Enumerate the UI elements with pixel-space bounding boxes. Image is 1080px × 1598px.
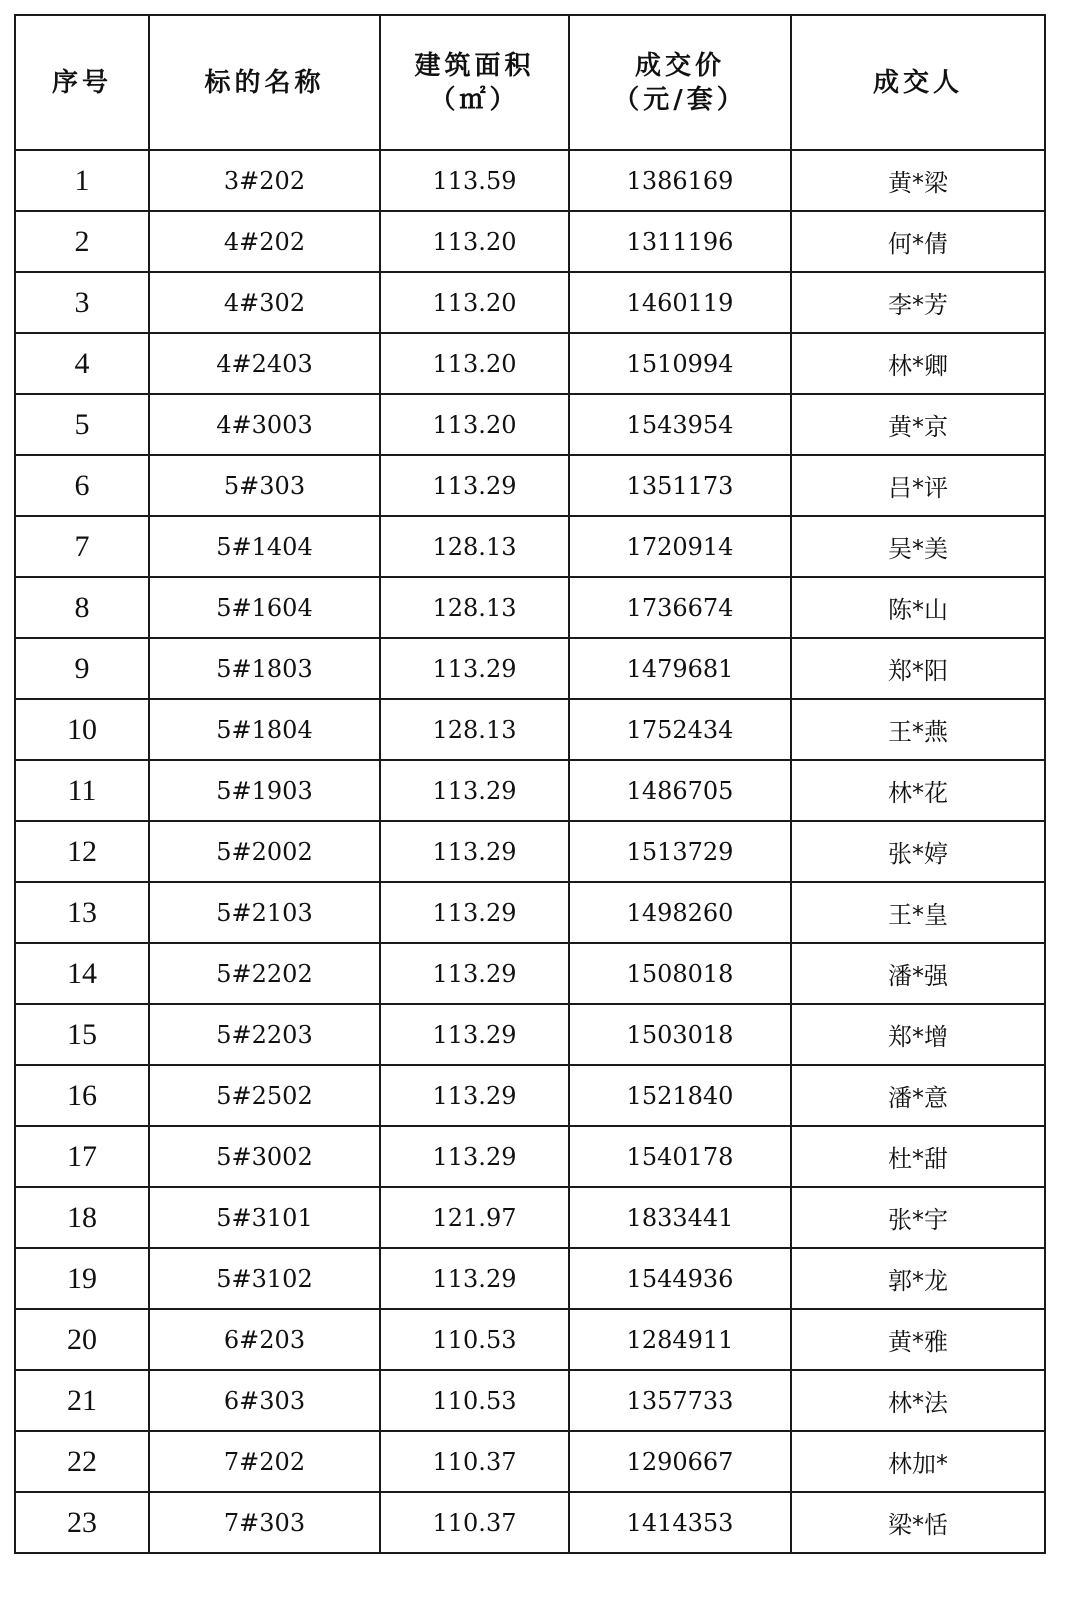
cell-buyer: 梁*恬 (791, 1492, 1045, 1553)
table-row (15, 638, 1045, 699)
cell-buyer: 黄*梁 (791, 150, 1045, 211)
sales-table (14, 14, 1046, 1554)
cell-buyer: 林加* (791, 1431, 1045, 1492)
cell-seq: 11 (15, 760, 149, 821)
cell-price: 1498260 (569, 882, 791, 943)
cell-area: 128.13 (380, 577, 569, 638)
cell-seq: 22 (15, 1431, 149, 1492)
cell-price: 1290667 (569, 1431, 791, 1492)
table-row (15, 577, 1045, 638)
cell-area: 113.29 (380, 455, 569, 516)
cell-seq: 7 (15, 516, 149, 577)
cell-seq: 2 (15, 211, 149, 272)
cell-price: 1752434 (569, 699, 791, 760)
cell-seq: 5 (15, 394, 149, 455)
table-row (15, 1065, 1045, 1126)
cell-name: 5#303 (149, 455, 380, 516)
cell-name: 5#2103 (149, 882, 380, 943)
cell-buyer: 郑*增 (791, 1004, 1045, 1065)
cell-price: 1284911 (569, 1309, 791, 1370)
header-seq: 序号 (15, 15, 149, 150)
cell-name: 7#202 (149, 1431, 380, 1492)
header-price (569, 15, 791, 150)
cell-price: 1357733 (569, 1370, 791, 1431)
header-area-title: 建筑面积 (414, 50, 535, 81)
cell-seq: 15 (15, 1004, 149, 1065)
cell-buyer: 何*倩 (791, 211, 1045, 272)
cell-price: 1486705 (569, 760, 791, 821)
cell-name: 6#303 (149, 1370, 380, 1431)
header-buyer: 成交人 (791, 15, 1045, 150)
cell-area: 113.29 (380, 1065, 569, 1126)
cell-name: 5#3101 (149, 1187, 380, 1248)
cell-price: 1521840 (569, 1065, 791, 1126)
cell-area: 128.13 (380, 516, 569, 577)
cell-seq: 19 (15, 1248, 149, 1309)
cell-buyer: 潘*强 (791, 943, 1045, 1004)
cell-price: 1736674 (569, 577, 791, 638)
cell-buyer: 黄*雅 (791, 1309, 1045, 1370)
cell-area: 110.37 (380, 1492, 569, 1553)
cell-price: 1460119 (569, 272, 791, 333)
cell-area: 113.20 (380, 211, 569, 272)
cell-area: 128.13 (380, 699, 569, 760)
cell-seq: 6 (15, 455, 149, 516)
cell-price: 1540178 (569, 1126, 791, 1187)
cell-area: 113.59 (380, 150, 569, 211)
table-row (15, 150, 1045, 211)
cell-area: 113.29 (380, 1248, 569, 1309)
cell-seq: 1 (15, 150, 149, 211)
cell-name: 5#1803 (149, 638, 380, 699)
cell-price: 1544936 (569, 1248, 791, 1309)
cell-price: 1479681 (569, 638, 791, 699)
table-row (15, 394, 1045, 455)
cell-area: 113.20 (380, 272, 569, 333)
table-row (15, 516, 1045, 577)
cell-seq: 23 (15, 1492, 149, 1553)
table-row (15, 821, 1045, 882)
table-row (15, 699, 1045, 760)
cell-buyer: 郑*阳 (791, 638, 1045, 699)
table-row (15, 1309, 1045, 1370)
cell-name: 5#1404 (149, 516, 380, 577)
cell-seq: 12 (15, 821, 149, 882)
cell-price: 1414353 (569, 1492, 791, 1553)
cell-area: 113.29 (380, 1126, 569, 1187)
table-row (15, 882, 1045, 943)
cell-seq: 13 (15, 882, 149, 943)
header-area (380, 15, 569, 150)
table-row (15, 211, 1045, 272)
header-price-unit: （元/套） (613, 84, 747, 115)
cell-area: 121.97 (380, 1187, 569, 1248)
cell-area: 113.29 (380, 943, 569, 1004)
header-name: 标的名称 (149, 15, 380, 150)
cell-area: 110.37 (380, 1431, 569, 1492)
cell-area: 113.29 (380, 760, 569, 821)
table-row (15, 1004, 1045, 1065)
cell-name: 5#2202 (149, 943, 380, 1004)
table-row (15, 1248, 1045, 1309)
cell-name: 5#1604 (149, 577, 380, 638)
cell-seq: 21 (15, 1370, 149, 1431)
cell-buyer: 林*花 (791, 760, 1045, 821)
cell-price: 1311196 (569, 211, 791, 272)
cell-name: 5#2502 (149, 1065, 380, 1126)
cell-seq: 3 (15, 272, 149, 333)
cell-price: 1503018 (569, 1004, 791, 1065)
cell-name: 4#3003 (149, 394, 380, 455)
cell-name: 5#2203 (149, 1004, 380, 1065)
cell-name: 5#1804 (149, 699, 380, 760)
cell-price: 1351173 (569, 455, 791, 516)
header-area-unit: （㎡） (429, 84, 520, 115)
cell-price: 1833441 (569, 1187, 791, 1248)
header-price-title: 成交价 (634, 50, 725, 81)
table-row (15, 943, 1045, 1004)
table-row (15, 1187, 1045, 1248)
cell-buyer: 张*宇 (791, 1187, 1045, 1248)
cell-area: 113.29 (380, 638, 569, 699)
cell-name: 5#1903 (149, 760, 380, 821)
cell-seq: 18 (15, 1187, 149, 1248)
cell-price: 1543954 (569, 394, 791, 455)
cell-price: 1508018 (569, 943, 791, 1004)
cell-buyer: 王*皇 (791, 882, 1045, 943)
table-row (15, 760, 1045, 821)
cell-buyer: 陈*山 (791, 577, 1045, 638)
cell-area: 110.53 (380, 1370, 569, 1431)
cell-buyer: 潘*意 (791, 1065, 1045, 1126)
cell-name: 4#302 (149, 272, 380, 333)
cell-buyer: 吴*美 (791, 516, 1045, 577)
cell-buyer: 张*婷 (791, 821, 1045, 882)
cell-name: 5#2002 (149, 821, 380, 882)
table-row (15, 272, 1045, 333)
cell-buyer: 林*法 (791, 1370, 1045, 1431)
cell-price: 1513729 (569, 821, 791, 882)
cell-name: 6#203 (149, 1309, 380, 1370)
cell-buyer: 杜*甜 (791, 1126, 1045, 1187)
cell-buyer: 吕*评 (791, 455, 1045, 516)
cell-buyer: 李*芳 (791, 272, 1045, 333)
cell-area: 113.20 (380, 394, 569, 455)
table-row (15, 1492, 1045, 1553)
cell-buyer: 黄*京 (791, 394, 1045, 455)
table-row (15, 333, 1045, 394)
cell-seq: 17 (15, 1126, 149, 1187)
cell-seq: 20 (15, 1309, 149, 1370)
cell-price: 1386169 (569, 150, 791, 211)
cell-price: 1720914 (569, 516, 791, 577)
cell-price: 1510994 (569, 333, 791, 394)
cell-seq: 14 (15, 943, 149, 1004)
cell-area: 113.29 (380, 1004, 569, 1065)
cell-buyer: 林*卿 (791, 333, 1045, 394)
table-header-row (15, 15, 1045, 150)
table-row (15, 1370, 1045, 1431)
table-row (15, 455, 1045, 516)
cell-area: 113.20 (380, 333, 569, 394)
cell-area: 113.29 (380, 821, 569, 882)
cell-name: 7#303 (149, 1492, 380, 1553)
cell-seq: 4 (15, 333, 149, 394)
cell-name: 4#202 (149, 211, 380, 272)
cell-seq: 8 (15, 577, 149, 638)
table-row (15, 1126, 1045, 1187)
cell-name: 3#202 (149, 150, 380, 211)
cell-seq: 16 (15, 1065, 149, 1126)
cell-seq: 10 (15, 699, 149, 760)
cell-buyer: 郭*龙 (791, 1248, 1045, 1309)
cell-area: 110.53 (380, 1309, 569, 1370)
cell-name: 4#2403 (149, 333, 380, 394)
table-row (15, 1431, 1045, 1492)
cell-name: 5#3002 (149, 1126, 380, 1187)
cell-seq: 9 (15, 638, 149, 699)
cell-buyer: 王*燕 (791, 699, 1045, 760)
cell-area: 113.29 (380, 882, 569, 943)
cell-name: 5#3102 (149, 1248, 380, 1309)
